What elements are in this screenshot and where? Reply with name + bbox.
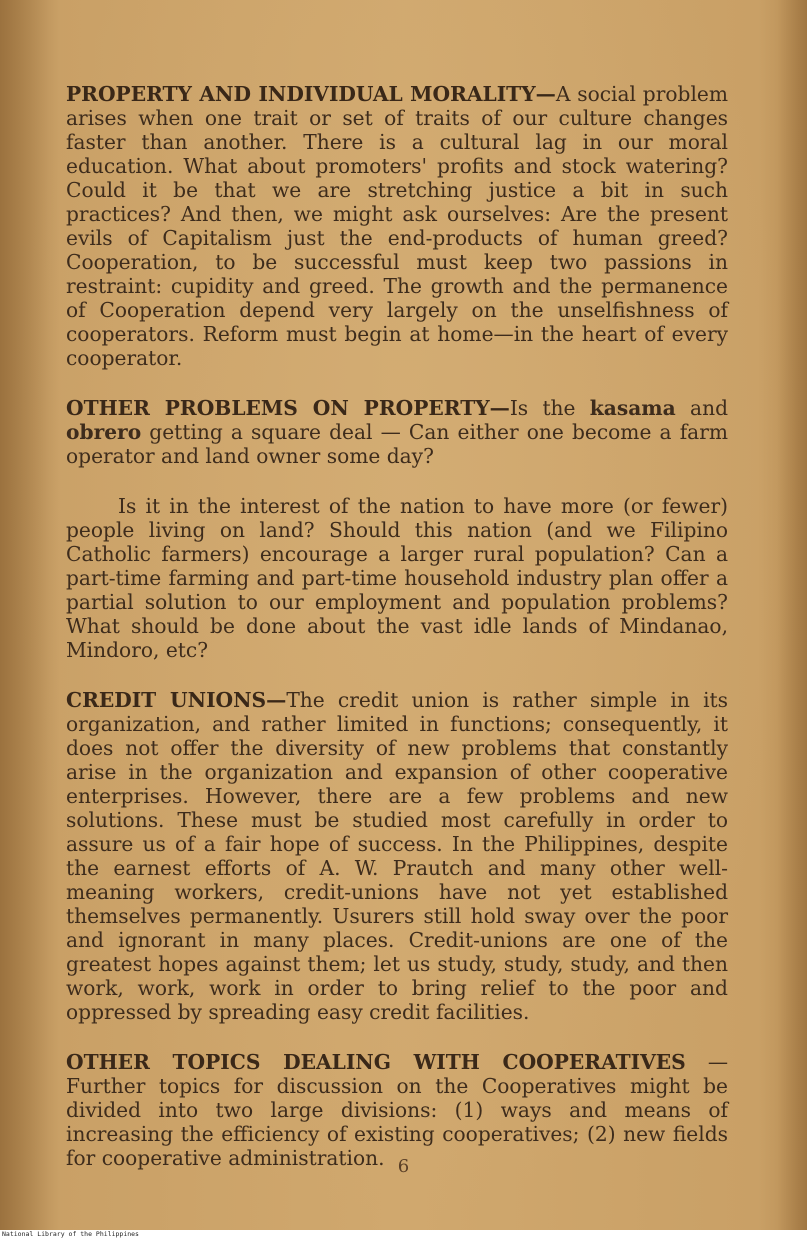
section-heading: OTHER PROBLEMS ON PROPERTY— <box>66 396 510 420</box>
left-edge-shadow <box>0 0 60 1230</box>
section-text: —Further topics for discussion on the Cooperatives might be divided into two large divisions: (1) ways and means of increasing the efficiency of existing cooperatives; (2) new fields for cooperative administration. <box>66 1050 728 1170</box>
footer-credit: National Library of the Philippines <box>2 1230 139 1238</box>
section-credit-unions <box>66 688 728 1024</box>
section-heading: PROPERTY AND INDIVIDUAL MORALITY— <box>66 82 556 106</box>
section-heading: CREDIT UNIONS— <box>66 688 287 712</box>
paragraph-land-population <box>66 494 728 662</box>
term-kasama: kasama <box>589 396 676 420</box>
section-text: getting a square deal — Can either one become a farm operator and land owner some day? <box>66 420 728 468</box>
section-other-problems-property <box>66 396 728 468</box>
section-heading: OTHER TOPICS DEALING WITH COOPERATIVES <box>66 1050 686 1074</box>
section-property-morality <box>66 82 728 370</box>
paragraph-text: Is it in the interest of the nation to have more (or fewer) people living on land? Should this nation (and we Filipino Catholic farmers) encourage a larger rural population? Can a part-time farming and part-time household industry plan offer a partial solution to our employment and population problems? What should be done about the vast idle lands of Mindanao, Mindoro, etc? <box>66 494 728 662</box>
page-number: 6 <box>397 1156 410 1177</box>
section-text: A social problem arises when one trait or set of traits of our culture changes faster than another. There is a cultural lag in our moral education. What about promoters' profits and stock watering? Could it be that we are stretching justice a bit in such practices? And then, we might ask ourselves: Are the present evils of Capitalism just the end-products of human greed? Cooperation, to be successful must keep two passions in restraint: cupidity and greed. The growth and the permanence of Cooperation depend very largely on the unselfishness of cooperators. Reform must begin at home—in the heart of every cooperator. <box>66 82 728 370</box>
section-text: The credit union is rather simple in its organization, and rather limited in functions; consequently, it does not offer the diversity of new problems that constantly arise in the organization and expansion of other cooperative enterprises. However, there are a few problems and new solutions. These must be studied most carefully in order to assure us of a fair hope of success. In the Philippines, despite the earnest efforts of A. W. Prautch and many other well-meaning workers, credit-unions have not yet established themselves permanently. Usurers still hold sway over the poor and ignorant in many places. Credit-unions are one of the greatest hopes against them; let us study, study, study, and then work, work, work in order to bring relief to the poor and oppressed by spreading easy credit facilities. <box>66 688 728 1024</box>
section-text: and <box>675 396 729 420</box>
right-edge-shadow <box>777 0 807 1230</box>
term-obrero: obrero <box>66 420 142 444</box>
section-text: Is the <box>509 396 590 420</box>
page-body <box>66 82 728 1196</box>
section-other-topics <box>66 1050 728 1170</box>
